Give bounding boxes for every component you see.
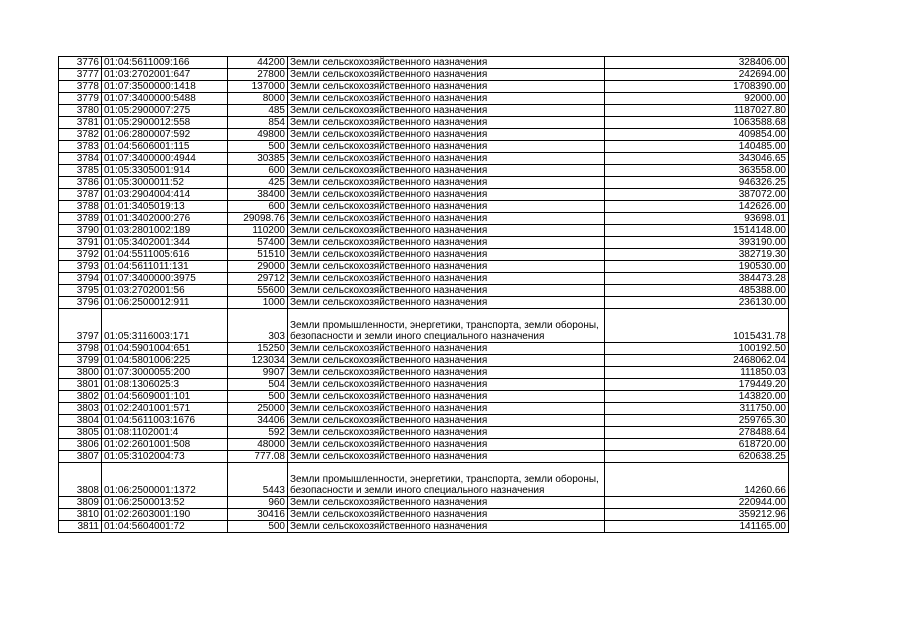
table-row xyxy=(59,225,789,237)
table-row xyxy=(59,439,789,451)
area-value: 49800 xyxy=(228,129,288,141)
land-category: Земли сельскохозяйственного назначения xyxy=(288,285,605,297)
area-value: 30416 xyxy=(228,509,288,521)
land-category: Земли сельскохозяйственного назначения xyxy=(288,403,605,415)
cadastral-value: 1187027.80 xyxy=(605,105,789,117)
area-value: 51510 xyxy=(228,249,288,261)
cadastral-value: 946326.25 xyxy=(605,177,789,189)
land-category: Земли промышленности, энергетики, транспорта, земли обороны, безопасности и земли иного специального назначения xyxy=(288,463,605,497)
land-category: Земли сельскохозяйственного назначения xyxy=(288,213,605,225)
cadastral-value: 143820.00 xyxy=(605,391,789,403)
area-value: 600 xyxy=(228,201,288,213)
table-row xyxy=(59,189,789,201)
land-category: Земли сельскохозяйственного назначения xyxy=(288,141,605,153)
cadastral-value: 359212.96 xyxy=(605,509,789,521)
table-row xyxy=(59,497,789,509)
area-value: 29000 xyxy=(228,261,288,273)
area-value: 27800 xyxy=(228,69,288,81)
land-category: Земли сельскохозяйственного назначения xyxy=(288,237,605,249)
cadastral-number: 01:07:3500000:1418 xyxy=(102,81,228,93)
cadastral-number: 01:05:3000011:52 xyxy=(102,177,228,189)
cadastral-number: 01:02:2401001:571 xyxy=(102,403,228,415)
cadastral-number: 01:02:2603001:190 xyxy=(102,509,228,521)
area-value: 425 xyxy=(228,177,288,189)
cadastral-number: 01:06:2500013:52 xyxy=(102,497,228,509)
row-number: 3787 xyxy=(59,189,102,201)
cadastral-number: 01:06:2800007:592 xyxy=(102,129,228,141)
cadastral-value: 382719.30 xyxy=(605,249,789,261)
row-number: 3800 xyxy=(59,367,102,379)
table-row xyxy=(59,285,789,297)
cadastral-number: 01:07:3400000:3975 xyxy=(102,273,228,285)
area-value: 960 xyxy=(228,497,288,509)
cadastral-number: 01:08:1102001:4 xyxy=(102,427,228,439)
area-value: 485 xyxy=(228,105,288,117)
table-row xyxy=(59,57,789,69)
land-category: Земли сельскохозяйственного назначения xyxy=(288,129,605,141)
cadastral-number: 01:04:5611011:131 xyxy=(102,261,228,273)
row-number: 3807 xyxy=(59,451,102,463)
cadastral-number: 01:03:2702001:56 xyxy=(102,285,228,297)
cadastral-value: 343046.65 xyxy=(605,153,789,165)
row-number: 3784 xyxy=(59,153,102,165)
table-row xyxy=(59,379,789,391)
row-number: 3798 xyxy=(59,343,102,355)
row-number: 3792 xyxy=(59,249,102,261)
cadastral-value: 142626.00 xyxy=(605,201,789,213)
row-number: 3786 xyxy=(59,177,102,189)
table-row xyxy=(59,105,789,117)
cadastral-number: 01:04:5801006:225 xyxy=(102,355,228,367)
area-value: 55600 xyxy=(228,285,288,297)
cadastral-number: 01:08:1306025:3 xyxy=(102,379,228,391)
cadastral-value: 220944.00 xyxy=(605,497,789,509)
row-number: 3782 xyxy=(59,129,102,141)
cadastral-number: 01:03:2702001:647 xyxy=(102,69,228,81)
area-value: 29712 xyxy=(228,273,288,285)
land-category: Земли сельскохозяйственного назначения xyxy=(288,165,605,177)
table-row xyxy=(59,129,789,141)
land-category: Земли сельскохозяйственного назначения xyxy=(288,249,605,261)
area-value: 500 xyxy=(228,391,288,403)
cadastral-value: 2468062.04 xyxy=(605,355,789,367)
cadastral-value: 242694.00 xyxy=(605,69,789,81)
row-number: 3804 xyxy=(59,415,102,427)
land-category: Земли сельскохозяйственного назначения xyxy=(288,343,605,355)
table-row xyxy=(59,177,789,189)
row-number: 3781 xyxy=(59,117,102,129)
table-row xyxy=(59,297,789,309)
cadastral-number: 01:06:2500012:911 xyxy=(102,297,228,309)
table-row xyxy=(59,521,789,533)
land-category: Земли сельскохозяйственного назначения xyxy=(288,355,605,367)
row-number: 3809 xyxy=(59,497,102,509)
table-row xyxy=(59,367,789,379)
cadastral-number: 01:05:2900012:558 xyxy=(102,117,228,129)
area-value: 777.08 xyxy=(228,451,288,463)
cadastral-value: 236130.00 xyxy=(605,297,789,309)
table-row xyxy=(59,249,789,261)
row-number: 3803 xyxy=(59,403,102,415)
cadastral-value: 387072.00 xyxy=(605,189,789,201)
land-category: Земли сельскохозяйственного назначения xyxy=(288,201,605,213)
cadastral-number: 01:03:2801002:189 xyxy=(102,225,228,237)
cadastral-number: 01:05:3102004:73 xyxy=(102,451,228,463)
table-row xyxy=(59,237,789,249)
table-row xyxy=(59,69,789,81)
row-number: 3794 xyxy=(59,273,102,285)
cadastral-number: 01:05:3305001:914 xyxy=(102,165,228,177)
land-category: Земли сельскохозяйственного назначения xyxy=(288,509,605,521)
land-category: Земли сельскохозяйственного назначения xyxy=(288,81,605,93)
cadastral-value: 328406.00 xyxy=(605,57,789,69)
land-register-table xyxy=(58,56,789,533)
cadastral-value: 190530.00 xyxy=(605,261,789,273)
area-value: 44200 xyxy=(228,57,288,69)
cadastral-number: 01:07:3400000:4944 xyxy=(102,153,228,165)
table-row xyxy=(59,117,789,129)
cadastral-number: 01:01:3402000:276 xyxy=(102,213,228,225)
table-row xyxy=(59,451,789,463)
row-number: 3805 xyxy=(59,427,102,439)
cadastral-value: 311750.00 xyxy=(605,403,789,415)
land-category: Земли сельскохозяйственного назначения xyxy=(288,117,605,129)
area-value: 600 xyxy=(228,165,288,177)
area-value: 137000 xyxy=(228,81,288,93)
row-number: 3780 xyxy=(59,105,102,117)
cadastral-value: 14260.66 xyxy=(605,463,789,497)
land-category: Земли промышленности, энергетики, транспорта, земли обороны, безопасности и земли иного специального назначения xyxy=(288,309,605,343)
row-number: 3797 xyxy=(59,309,102,343)
row-number: 3806 xyxy=(59,439,102,451)
cadastral-number: 01:05:3116003:171 xyxy=(102,309,228,343)
table-row xyxy=(59,213,789,225)
cadastral-number: 01:07:3400000:5488 xyxy=(102,93,228,105)
cadastral-number: 01:02:2601001:508 xyxy=(102,439,228,451)
land-category: Земли сельскохозяйственного назначения xyxy=(288,69,605,81)
land-category: Земли сельскохозяйственного назначения xyxy=(288,189,605,201)
area-value: 504 xyxy=(228,379,288,391)
area-value: 38400 xyxy=(228,189,288,201)
cadastral-number: 01:04:5611009:166 xyxy=(102,57,228,69)
cadastral-value: 393190.00 xyxy=(605,237,789,249)
table-row xyxy=(59,355,789,367)
row-number: 3778 xyxy=(59,81,102,93)
row-number: 3810 xyxy=(59,509,102,521)
table-row xyxy=(59,415,789,427)
row-number: 3791 xyxy=(59,237,102,249)
cadastral-value: 111850.03 xyxy=(605,367,789,379)
row-number: 3801 xyxy=(59,379,102,391)
table-row xyxy=(59,153,789,165)
cadastral-value: 384473.28 xyxy=(605,273,789,285)
cadastral-value: 485388.00 xyxy=(605,285,789,297)
land-category: Земли сельскохозяйственного назначения xyxy=(288,297,605,309)
cadastral-number: 01:04:5611003:1676 xyxy=(102,415,228,427)
cadastral-number: 01:07:3000055:200 xyxy=(102,367,228,379)
cadastral-value: 93698.01 xyxy=(605,213,789,225)
cadastral-value: 141165.00 xyxy=(605,521,789,533)
table-row xyxy=(59,201,789,213)
cadastral-value: 620638.25 xyxy=(605,451,789,463)
row-number: 3783 xyxy=(59,141,102,153)
cadastral-value: 179449.20 xyxy=(605,379,789,391)
row-number: 3802 xyxy=(59,391,102,403)
area-value: 303 xyxy=(228,309,288,343)
land-category: Земли сельскохозяйственного назначения xyxy=(288,367,605,379)
cadastral-number: 01:04:5901004:651 xyxy=(102,343,228,355)
cadastral-number: 01:06:2500001:1372 xyxy=(102,463,228,497)
land-category: Земли сельскохозяйственного назначения xyxy=(288,105,605,117)
row-number: 3793 xyxy=(59,261,102,273)
cadastral-value: 278488.64 xyxy=(605,427,789,439)
area-value: 9907 xyxy=(228,367,288,379)
cadastral-value: 1514148.00 xyxy=(605,225,789,237)
row-number: 3790 xyxy=(59,225,102,237)
cadastral-value: 618720.00 xyxy=(605,439,789,451)
area-value: 1000 xyxy=(228,297,288,309)
row-number: 3811 xyxy=(59,521,102,533)
table-row xyxy=(59,261,789,273)
cadastral-value: 1063588.68 xyxy=(605,117,789,129)
row-number: 3796 xyxy=(59,297,102,309)
land-category: Земли сельскохозяйственного назначения xyxy=(288,261,605,273)
table-row xyxy=(59,141,789,153)
cadastral-number: 01:05:2900007:275 xyxy=(102,105,228,117)
table-row xyxy=(59,463,789,497)
row-number: 3788 xyxy=(59,201,102,213)
land-category: Земли сельскохозяйственного назначения xyxy=(288,427,605,439)
cadastral-value: 363558.00 xyxy=(605,165,789,177)
area-value: 57400 xyxy=(228,237,288,249)
land-register-body xyxy=(59,57,789,533)
cadastral-number: 01:04:5606001:115 xyxy=(102,141,228,153)
area-value: 34406 xyxy=(228,415,288,427)
cadastral-number: 01:05:3402001:344 xyxy=(102,237,228,249)
land-category: Земли сельскохозяйственного назначения xyxy=(288,379,605,391)
cadastral-value: 140485.00 xyxy=(605,141,789,153)
table-row xyxy=(59,165,789,177)
cadastral-number: 01:04:5511005:616 xyxy=(102,249,228,261)
row-number: 3799 xyxy=(59,355,102,367)
land-category: Земли сельскохозяйственного назначения xyxy=(288,497,605,509)
row-number: 3785 xyxy=(59,165,102,177)
row-number: 3808 xyxy=(59,463,102,497)
cadastral-number: 01:03:2904004:414 xyxy=(102,189,228,201)
area-value: 500 xyxy=(228,141,288,153)
area-value: 48000 xyxy=(228,439,288,451)
cadastral-number: 01:04:5609001:101 xyxy=(102,391,228,403)
cadastral-number: 01:04:5604001:72 xyxy=(102,521,228,533)
row-number: 3789 xyxy=(59,213,102,225)
table-row xyxy=(59,81,789,93)
cadastral-value: 100192.50 xyxy=(605,343,789,355)
table-row xyxy=(59,273,789,285)
land-category: Земли сельскохозяйственного назначения xyxy=(288,273,605,285)
land-category: Земли сельскохозяйственного назначения xyxy=(288,439,605,451)
table-row xyxy=(59,391,789,403)
row-number: 3777 xyxy=(59,69,102,81)
table-row xyxy=(59,309,789,343)
land-category: Земли сельскохозяйственного назначения xyxy=(288,153,605,165)
land-category: Земли сельскохозяйственного назначения xyxy=(288,225,605,237)
land-category: Земли сельскохозяйственного назначения xyxy=(288,521,605,533)
area-value: 592 xyxy=(228,427,288,439)
table-row xyxy=(59,509,789,521)
cadastral-value: 1708390.00 xyxy=(605,81,789,93)
area-value: 854 xyxy=(228,117,288,129)
cadastral-value: 92000.00 xyxy=(605,93,789,105)
area-value: 110200 xyxy=(228,225,288,237)
cadastral-value: 1015431.78 xyxy=(605,309,789,343)
land-category: Земли сельскохозяйственного назначения xyxy=(288,93,605,105)
area-value: 25000 xyxy=(228,403,288,415)
table-row xyxy=(59,403,789,415)
land-category: Земли сельскохозяйственного назначения xyxy=(288,57,605,69)
area-value: 15250 xyxy=(228,343,288,355)
row-number: 3776 xyxy=(59,57,102,69)
area-value: 30385 xyxy=(228,153,288,165)
land-category: Земли сельскохозяйственного назначения xyxy=(288,391,605,403)
land-category: Земли сельскохозяйственного назначения xyxy=(288,177,605,189)
area-value: 5443 xyxy=(228,463,288,497)
cadastral-number: 01:01:3405019:13 xyxy=(102,201,228,213)
land-category: Земли сельскохозяйственного назначения xyxy=(288,451,605,463)
land-category: Земли сельскохозяйственного назначения xyxy=(288,415,605,427)
row-number: 3795 xyxy=(59,285,102,297)
cadastral-value: 259765.30 xyxy=(605,415,789,427)
cadastral-value: 409854.00 xyxy=(605,129,789,141)
area-value: 500 xyxy=(228,521,288,533)
table-row xyxy=(59,427,789,439)
table-row xyxy=(59,93,789,105)
table-row xyxy=(59,343,789,355)
area-value: 123034 xyxy=(228,355,288,367)
area-value: 29098.76 xyxy=(228,213,288,225)
row-number: 3779 xyxy=(59,93,102,105)
area-value: 8000 xyxy=(228,93,288,105)
